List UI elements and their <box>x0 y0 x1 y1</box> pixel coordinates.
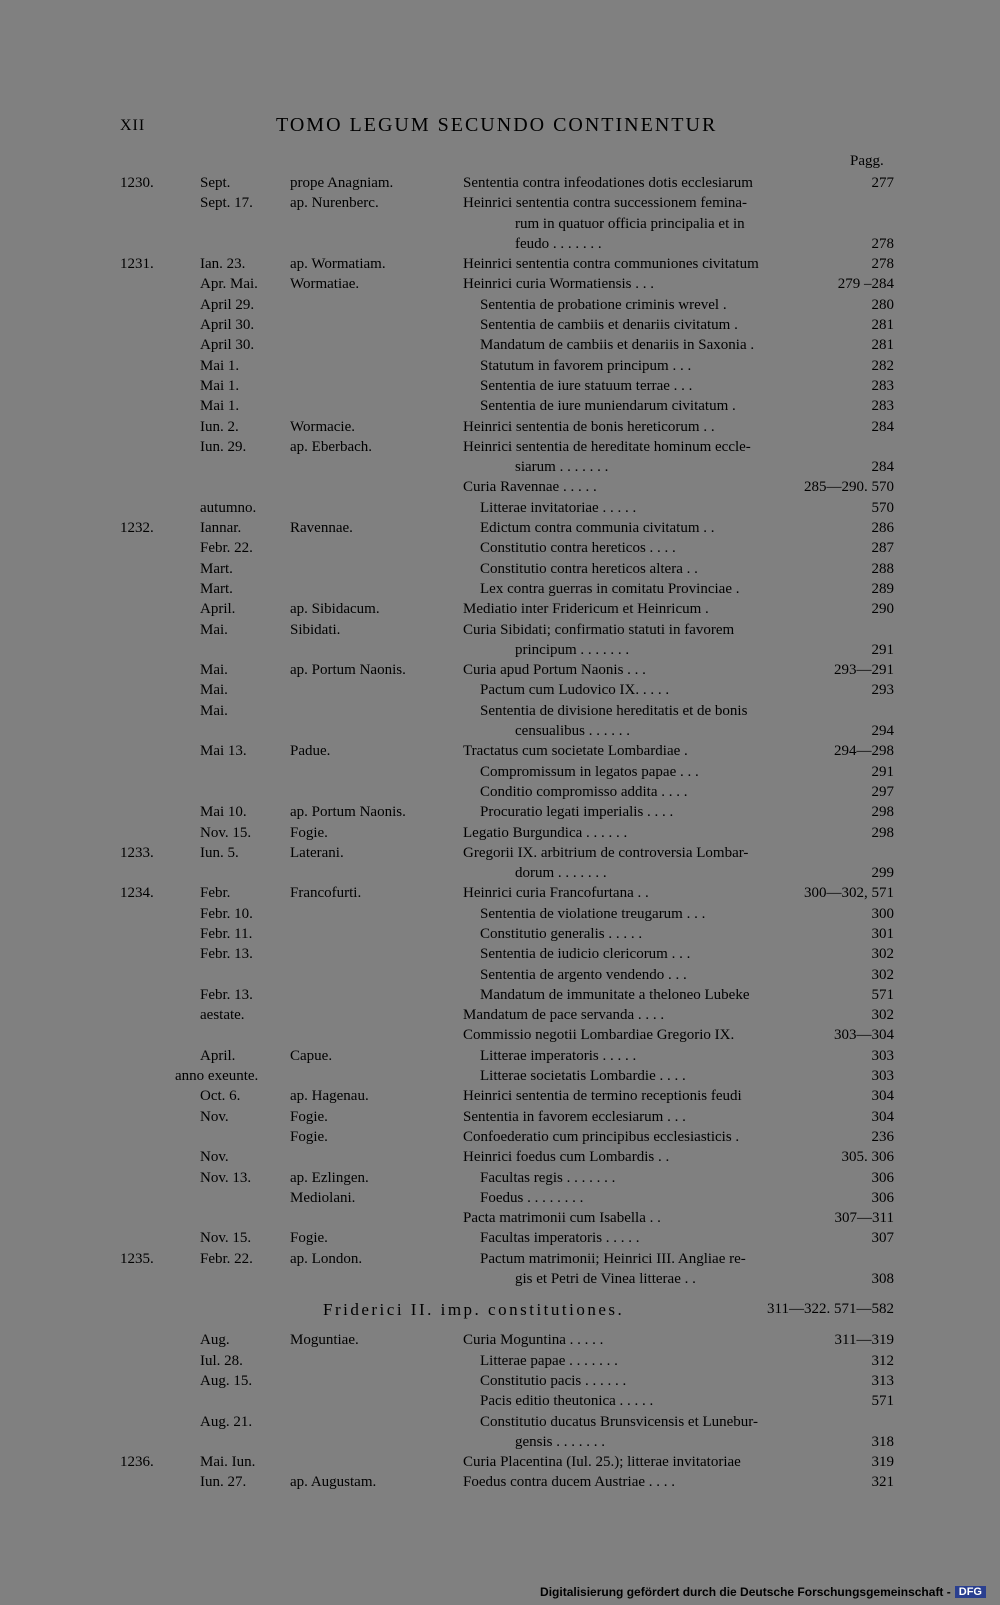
entry-title: feudo . . . . . . . <box>515 235 602 252</box>
table-row <box>0 802 1000 822</box>
entry-title: Lex contra guerras in comitatu Provinciae . <box>480 580 740 597</box>
table-row <box>0 538 1000 558</box>
page-ref: 321 <box>871 1474 894 1491</box>
entry-title: Conditio compromisso addita . . . . <box>480 783 688 800</box>
table-row <box>0 437 1000 457</box>
page-ref: 294—298 <box>834 743 894 760</box>
entry-title: Curia Sibidati; confirmatio statuti in favorem <box>463 621 735 638</box>
entry-title: Pacta matrimonii cum Isabella . . <box>463 1210 661 1227</box>
date-cell: Aug. 15. <box>200 1372 253 1389</box>
table-row <box>0 1330 1000 1350</box>
entry-title: censualibus . . . . . . <box>515 723 630 740</box>
footer-text: Digitalisierung gefördert durch die Deutsche Forschungsgemeinschaft - <box>540 1585 951 1599</box>
date-cell: Nov. 15. <box>200 1230 252 1247</box>
table-row <box>0 417 1000 437</box>
table-row <box>0 1188 1000 1208</box>
page-ref: 293—291 <box>834 662 894 679</box>
table-row <box>0 904 1000 924</box>
entry-title: Heinrici foedus cum Lombardis . . <box>463 1149 670 1166</box>
page-ref: 313 <box>871 1372 894 1389</box>
page-ref: 284 <box>871 459 894 476</box>
table-row <box>0 985 1000 1005</box>
date-cell: Iun. 2. <box>200 418 239 435</box>
page-ref: 285—290. 570 <box>804 479 894 496</box>
entry-title: principum . . . . . . . <box>515 641 630 658</box>
entry-title: Constitutio contra hereticos altera . . <box>480 560 698 577</box>
place-cell: Wormatiae. <box>290 276 360 293</box>
page-ref: 236 <box>871 1128 894 1145</box>
date-cell: Febr. 13. <box>200 986 253 1003</box>
date-cell: Mai 1. <box>200 398 240 415</box>
table-row <box>0 518 1000 538</box>
entry-title: Mandatum de immunitate a theloneo Lubeke <box>480 986 750 1003</box>
table-row <box>0 944 1000 964</box>
page-ref: 302 <box>871 966 894 983</box>
date-cell: April. <box>200 1047 236 1064</box>
entry-title: gensis . . . . . . . <box>515 1433 605 1450</box>
page-ref: 303 <box>871 1047 894 1064</box>
place-cell: Sibidati. <box>290 621 341 638</box>
entry-title: Commissio negotii Lombardiae Gregorio IX. <box>463 1027 735 1044</box>
year-cell: 1230. <box>120 175 154 191</box>
table-row <box>0 1005 1000 1025</box>
entry-title: Mandatum de pace servanda . . . . <box>463 1007 665 1024</box>
page-ref: 298 <box>871 804 894 821</box>
date-cell: Febr. 13. <box>200 946 253 963</box>
page-ref: 571 <box>871 1393 894 1410</box>
date-cell: Aug. <box>200 1332 230 1349</box>
table-row <box>0 620 1000 640</box>
date-cell: Mai. <box>200 621 228 638</box>
table-row <box>0 1391 1000 1411</box>
entry-title: Sententia de divisione hereditatis et de bonis <box>480 702 748 719</box>
page-ref: 570 <box>871 499 894 516</box>
table-row <box>0 1046 1000 1066</box>
page-ref: 282 <box>871 357 894 374</box>
table-row <box>0 274 1000 294</box>
date-cell: Mai. <box>200 662 228 679</box>
date-cell: Iun. 27. <box>200 1474 247 1491</box>
page-ref: 293 <box>871 682 894 699</box>
date-cell: Iul. 28. <box>200 1352 243 1369</box>
table-row <box>0 214 1000 234</box>
page-ref: 297 <box>871 783 894 800</box>
entry-title: Tractatus cum societate Lombardiae . <box>463 743 688 760</box>
place-cell: ap. Portum Naonis. <box>290 662 406 679</box>
table-row <box>0 498 1000 518</box>
year-cell: 1233. <box>120 844 154 861</box>
table-row <box>0 295 1000 315</box>
table-row <box>0 1228 1000 1248</box>
date-cell: Nov. 13. <box>200 1169 252 1186</box>
date-cell: Febr. 22. <box>200 540 253 557</box>
year-cell: 1235. <box>120 1250 154 1267</box>
entry-title: Constitutio generalis . . . . . <box>480 925 643 942</box>
entry-title: Heinrici sententia de hereditate hominum eccle- <box>463 438 751 455</box>
date-cell: Oct. 6. <box>200 1088 241 1105</box>
entry-title: Sententia de iure statuum terrae . . . <box>480 377 693 394</box>
date-cell: Iun. 29. <box>200 438 247 455</box>
page-ref: 308 <box>871 1271 894 1288</box>
page-ref: 289 <box>871 580 894 597</box>
entry-title: Curia apud Portum Naonis . . . <box>463 662 646 679</box>
page-ref: 294 <box>871 723 894 740</box>
date-cell: Mai 13. <box>200 743 247 760</box>
date-cell: aestate. <box>200 1007 245 1024</box>
date-cell: Apr. Mai. <box>200 276 258 293</box>
year-cell: 1234. <box>120 885 154 902</box>
place-cell: ap. Eberbach. <box>290 438 373 455</box>
place-cell: Francofurti. <box>290 885 362 902</box>
entry-title: Legatio Burgundica . . . . . . <box>463 824 628 841</box>
table-row <box>0 234 1000 254</box>
place-cell: Wormacie. <box>290 418 356 435</box>
entry-title: Litterae papae . . . . . . . <box>480 1352 618 1369</box>
table-row <box>0 823 1000 843</box>
date-cell: Iannar. <box>200 520 242 537</box>
page-ref: 287 <box>871 540 894 557</box>
table-row <box>0 1412 1000 1432</box>
date-cell: Sept. 17. <box>200 195 253 212</box>
entry-title: gis et Petri de Vinea litterae . . <box>515 1271 696 1288</box>
table-row <box>0 315 1000 335</box>
entry-title: dorum . . . . . . . <box>515 865 607 882</box>
entry-title: Curia Ravennae . . . . . <box>463 479 597 496</box>
entry-title: Mandatum de cambiis et denariis in Saxonia . <box>480 337 755 354</box>
page-ref: 303—304 <box>834 1027 894 1044</box>
date-cell: Febr. 10. <box>200 905 253 922</box>
entry-title: Sententia de iudicio clericorum . . . <box>480 946 691 963</box>
entry-title: Sententia de violatione treugarum . . . <box>480 905 706 922</box>
date-cell: April 29. <box>200 296 255 313</box>
page-ref: 280 <box>871 296 894 313</box>
entry-title: Pactum matrimonii; Heinrici III. Angliae re- <box>480 1250 746 1267</box>
entry-title: Litterae societatis Lombardie . . . . <box>480 1068 686 1085</box>
date-cell: Ian. 23. <box>200 256 246 273</box>
page-ref: 300 <box>871 905 894 922</box>
page-ref: 303 <box>871 1068 894 1085</box>
page-ref: 283 <box>871 398 894 415</box>
page-ref: 300—302, 571 <box>804 885 894 902</box>
pages-column-label: Pagg. <box>850 153 884 169</box>
entry-title: Mediatio inter Fridericum et Heinricum . <box>463 601 709 618</box>
table-row <box>0 579 1000 599</box>
page-ref: 283 <box>871 377 894 394</box>
table-row <box>0 376 1000 396</box>
table-row <box>0 1432 1000 1452</box>
place-cell: Fogie. <box>290 1230 328 1247</box>
date-cell: Mai. Iun. <box>200 1454 256 1471</box>
page-ref: 281 <box>871 337 894 354</box>
entry-title: Facultas imperatoris . . . . . <box>480 1230 640 1247</box>
date-cell: Febr. 11. <box>200 925 253 942</box>
entry-title: Statutum in favorem principum . . . <box>480 357 692 374</box>
page-title: TOMO LEGUM SECUNDO CONTINENTUR <box>276 114 718 136</box>
year-cell: 1232. <box>120 520 154 537</box>
date-cell: Mai 1. <box>200 377 240 394</box>
contents-table <box>0 173 1000 1493</box>
entry-title: siarum . . . . . . . <box>515 459 609 476</box>
place-cell: Mediolani. <box>290 1189 356 1206</box>
table-row <box>0 1452 1000 1472</box>
entry-title: Heinrici curia Wormatiensis . . . <box>463 276 654 293</box>
table-row <box>0 680 1000 700</box>
entry-title: Constitutio contra hereticos . . . . <box>480 540 676 557</box>
page-ref: 307 <box>871 1230 894 1247</box>
place-cell: prope Anagniam. <box>290 175 394 191</box>
place-cell: ap. Hagenau. <box>290 1088 369 1105</box>
entry-title: Pactum cum Ludovico IX. . . . . <box>480 682 670 699</box>
date-cell: Mai. <box>200 702 228 719</box>
table-row <box>0 660 1000 680</box>
entry-title: Heinrici curia Francofurtana . . <box>463 885 649 902</box>
page-ref: 306 <box>871 1169 894 1186</box>
table-row <box>0 335 1000 355</box>
entry-title: Confoederatio cum principibus ecclesiasticis . <box>463 1128 740 1145</box>
entry-title: Heinrici sententia de termino receptionis feudi <box>463 1088 742 1105</box>
entry-title: Sententia de probatione criminis wrevel . <box>480 296 727 313</box>
place-cell: ap. Portum Naonis. <box>290 804 406 821</box>
table-row <box>0 193 1000 213</box>
place-cell: Padue. <box>290 743 331 760</box>
table-row <box>0 721 1000 741</box>
table-row <box>0 863 1000 883</box>
place-cell: ap. Wormatiam. <box>290 256 386 273</box>
entry-title: Constitutio pacis . . . . . . <box>480 1372 627 1389</box>
date-cell: Mart. <box>200 560 233 577</box>
table-row <box>0 741 1000 761</box>
page-ref: 306 <box>871 1189 894 1206</box>
table-row <box>0 356 1000 376</box>
page-ref: 302 <box>871 1007 894 1024</box>
date-cell: Mai 1. <box>200 357 240 374</box>
place-cell: Moguntiae. <box>290 1332 359 1349</box>
entry-title: Edictum contra communia civitatum . . <box>480 520 715 537</box>
page-ref: 279 –284 <box>837 276 894 293</box>
dfg-logo: DFG <box>955 1586 986 1598</box>
page-ref: 281 <box>871 317 894 334</box>
page-ref: 318 <box>871 1433 894 1450</box>
table-row <box>0 1147 1000 1167</box>
page-ref: 301 <box>871 925 894 942</box>
date-cell: Febr. <box>200 885 231 902</box>
entry-title: Foedus . . . . . . . . <box>480 1189 584 1206</box>
table-row <box>0 924 1000 944</box>
table-row <box>0 640 1000 660</box>
entry-title: Litterae invitatoriae . . . . . <box>480 499 637 516</box>
place-cell: Fogie. <box>290 824 328 841</box>
date-cell: April. <box>200 601 236 618</box>
date-cell: Nov. 15. <box>200 824 252 841</box>
place-cell: ap. Ezlingen. <box>290 1169 369 1186</box>
table-row <box>0 701 1000 721</box>
entry-title: Heinrici sententia contra successionem femina- <box>463 195 748 212</box>
entry-title: Procuratio legati imperialis . . . . <box>480 804 674 821</box>
page-ref: 307—311 <box>834 1210 894 1227</box>
entry-title: Heinrici sententia de bonis hereticorum . . <box>463 418 715 435</box>
page-ref: 291 <box>871 641 894 658</box>
table-row <box>0 599 1000 619</box>
page-header <box>0 114 1000 144</box>
page-number: XII <box>120 117 146 134</box>
page-ref: 286 <box>871 520 894 537</box>
table-row <box>0 883 1000 903</box>
page-ref: 571 <box>871 986 894 1003</box>
place-cell: Laterani. <box>290 844 344 861</box>
entry-title: Sententia in favorem ecclesiarum . . . <box>463 1108 686 1125</box>
place-cell: ap. Nurenberc. <box>290 195 379 212</box>
table-row <box>0 457 1000 477</box>
table-row <box>0 1472 1000 1492</box>
table-row <box>0 1107 1000 1127</box>
table-row <box>0 254 1000 274</box>
page-ref: 298 <box>871 824 894 841</box>
date-cell: Mai. <box>200 682 228 699</box>
year-cell: 1236. <box>120 1454 154 1471</box>
page-ref: 302 <box>871 946 894 963</box>
page-ref: 312 <box>871 1352 894 1369</box>
entry-title: Facultas regis . . . . . . . <box>480 1169 616 1186</box>
page-ref: 299 <box>871 865 894 882</box>
date-cell: anno exeunte. <box>175 1068 259 1085</box>
table-row <box>0 843 1000 863</box>
page-ref: 305. 306 <box>841 1149 894 1166</box>
page-ref: 288 <box>871 560 894 577</box>
section-heading <box>0 1289 1000 1330</box>
page-ref: 290 <box>871 601 894 618</box>
date-cell: Sept. <box>200 175 231 191</box>
entry-title: rum in quatuor officia principalia et in <box>515 215 745 232</box>
table-row <box>0 1351 1000 1371</box>
page-ref: 304 <box>871 1088 894 1105</box>
date-cell: Mart. <box>200 580 233 597</box>
entry-title: Sententia de argento vendendo . . . <box>480 966 687 983</box>
entry-title: Constitutio ducatus Brunsvicensis et Lunebur- <box>480 1413 758 1430</box>
date-cell: Mai 10. <box>200 804 247 821</box>
date-cell: Nov. <box>200 1149 229 1166</box>
table-row <box>0 965 1000 985</box>
date-cell: autumno. <box>200 499 257 516</box>
page-ref: 304 <box>871 1108 894 1125</box>
date-cell: Febr. 22. <box>200 1250 253 1267</box>
table-row <box>0 396 1000 416</box>
place-cell: Capue. <box>290 1047 333 1064</box>
table-row <box>0 1208 1000 1228</box>
entry-title: Gregorii IX. arbitrium de controversia Lombar- <box>463 844 749 861</box>
date-cell: April 30. <box>200 317 255 334</box>
table-row <box>0 762 1000 782</box>
table-row <box>0 1025 1000 1045</box>
table-row <box>0 173 1000 193</box>
table-row <box>0 782 1000 802</box>
page-ref: 311—319 <box>834 1332 894 1349</box>
entry-title: Pacis editio theutonica . . . . . <box>480 1393 654 1410</box>
table-row <box>0 1168 1000 1188</box>
date-cell: April 30. <box>200 337 255 354</box>
entry-title: Compromissum in legatos papae . . . <box>480 763 699 780</box>
table-row <box>0 1269 1000 1289</box>
table-row <box>0 477 1000 497</box>
entry-title: Curia Placentina (Iul. 25.); litterae invitatoriae <box>463 1454 741 1471</box>
section-title: Friderici II. imp. constitutiones. <box>323 1300 625 1320</box>
date-cell: Iun. 5. <box>200 844 239 861</box>
entry-title: Sententia de cambiis et denariis civitatum . <box>480 317 738 334</box>
table-row <box>0 1249 1000 1269</box>
section-page-ref: 311—322. 571—582 <box>767 1301 894 1318</box>
page-ref: 277 <box>871 175 894 191</box>
entry-title: Sententia contra infeodationes dotis ecclesiarum <box>463 175 753 191</box>
page-ref: 278 <box>871 235 894 252</box>
table-row <box>0 1127 1000 1147</box>
place-cell: ap. London. <box>290 1250 363 1267</box>
entry-title: Heinrici sententia contra communiones civitatum <box>463 256 759 273</box>
place-cell: Ravennae. <box>290 520 353 537</box>
year-cell: 1231. <box>120 256 154 273</box>
place-cell: ap. Sibidacum. <box>290 601 380 618</box>
entry-title: Sententia de iure muniendarum civitatum . <box>480 398 736 415</box>
page-ref: 278 <box>871 256 894 273</box>
page-ref: 291 <box>871 763 894 780</box>
table-row <box>0 1086 1000 1106</box>
table-row <box>0 1066 1000 1086</box>
date-cell: Nov. <box>200 1108 229 1125</box>
place-cell: Fogie. <box>290 1128 328 1145</box>
place-cell: Fogie. <box>290 1108 328 1125</box>
page-ref: 319 <box>871 1454 894 1471</box>
entry-title: Litterae imperatoris . . . . . <box>480 1047 637 1064</box>
entry-title: Foedus contra ducem Austriae . . . . <box>463 1474 676 1491</box>
entry-title: Curia Moguntina . . . . . <box>463 1332 604 1349</box>
place-cell: ap. Augustam. <box>290 1474 377 1491</box>
footer <box>540 1585 986 1599</box>
page-ref: 284 <box>871 418 894 435</box>
table-row <box>0 1371 1000 1391</box>
table-row <box>0 559 1000 579</box>
date-cell: Aug. 21. <box>200 1413 253 1430</box>
